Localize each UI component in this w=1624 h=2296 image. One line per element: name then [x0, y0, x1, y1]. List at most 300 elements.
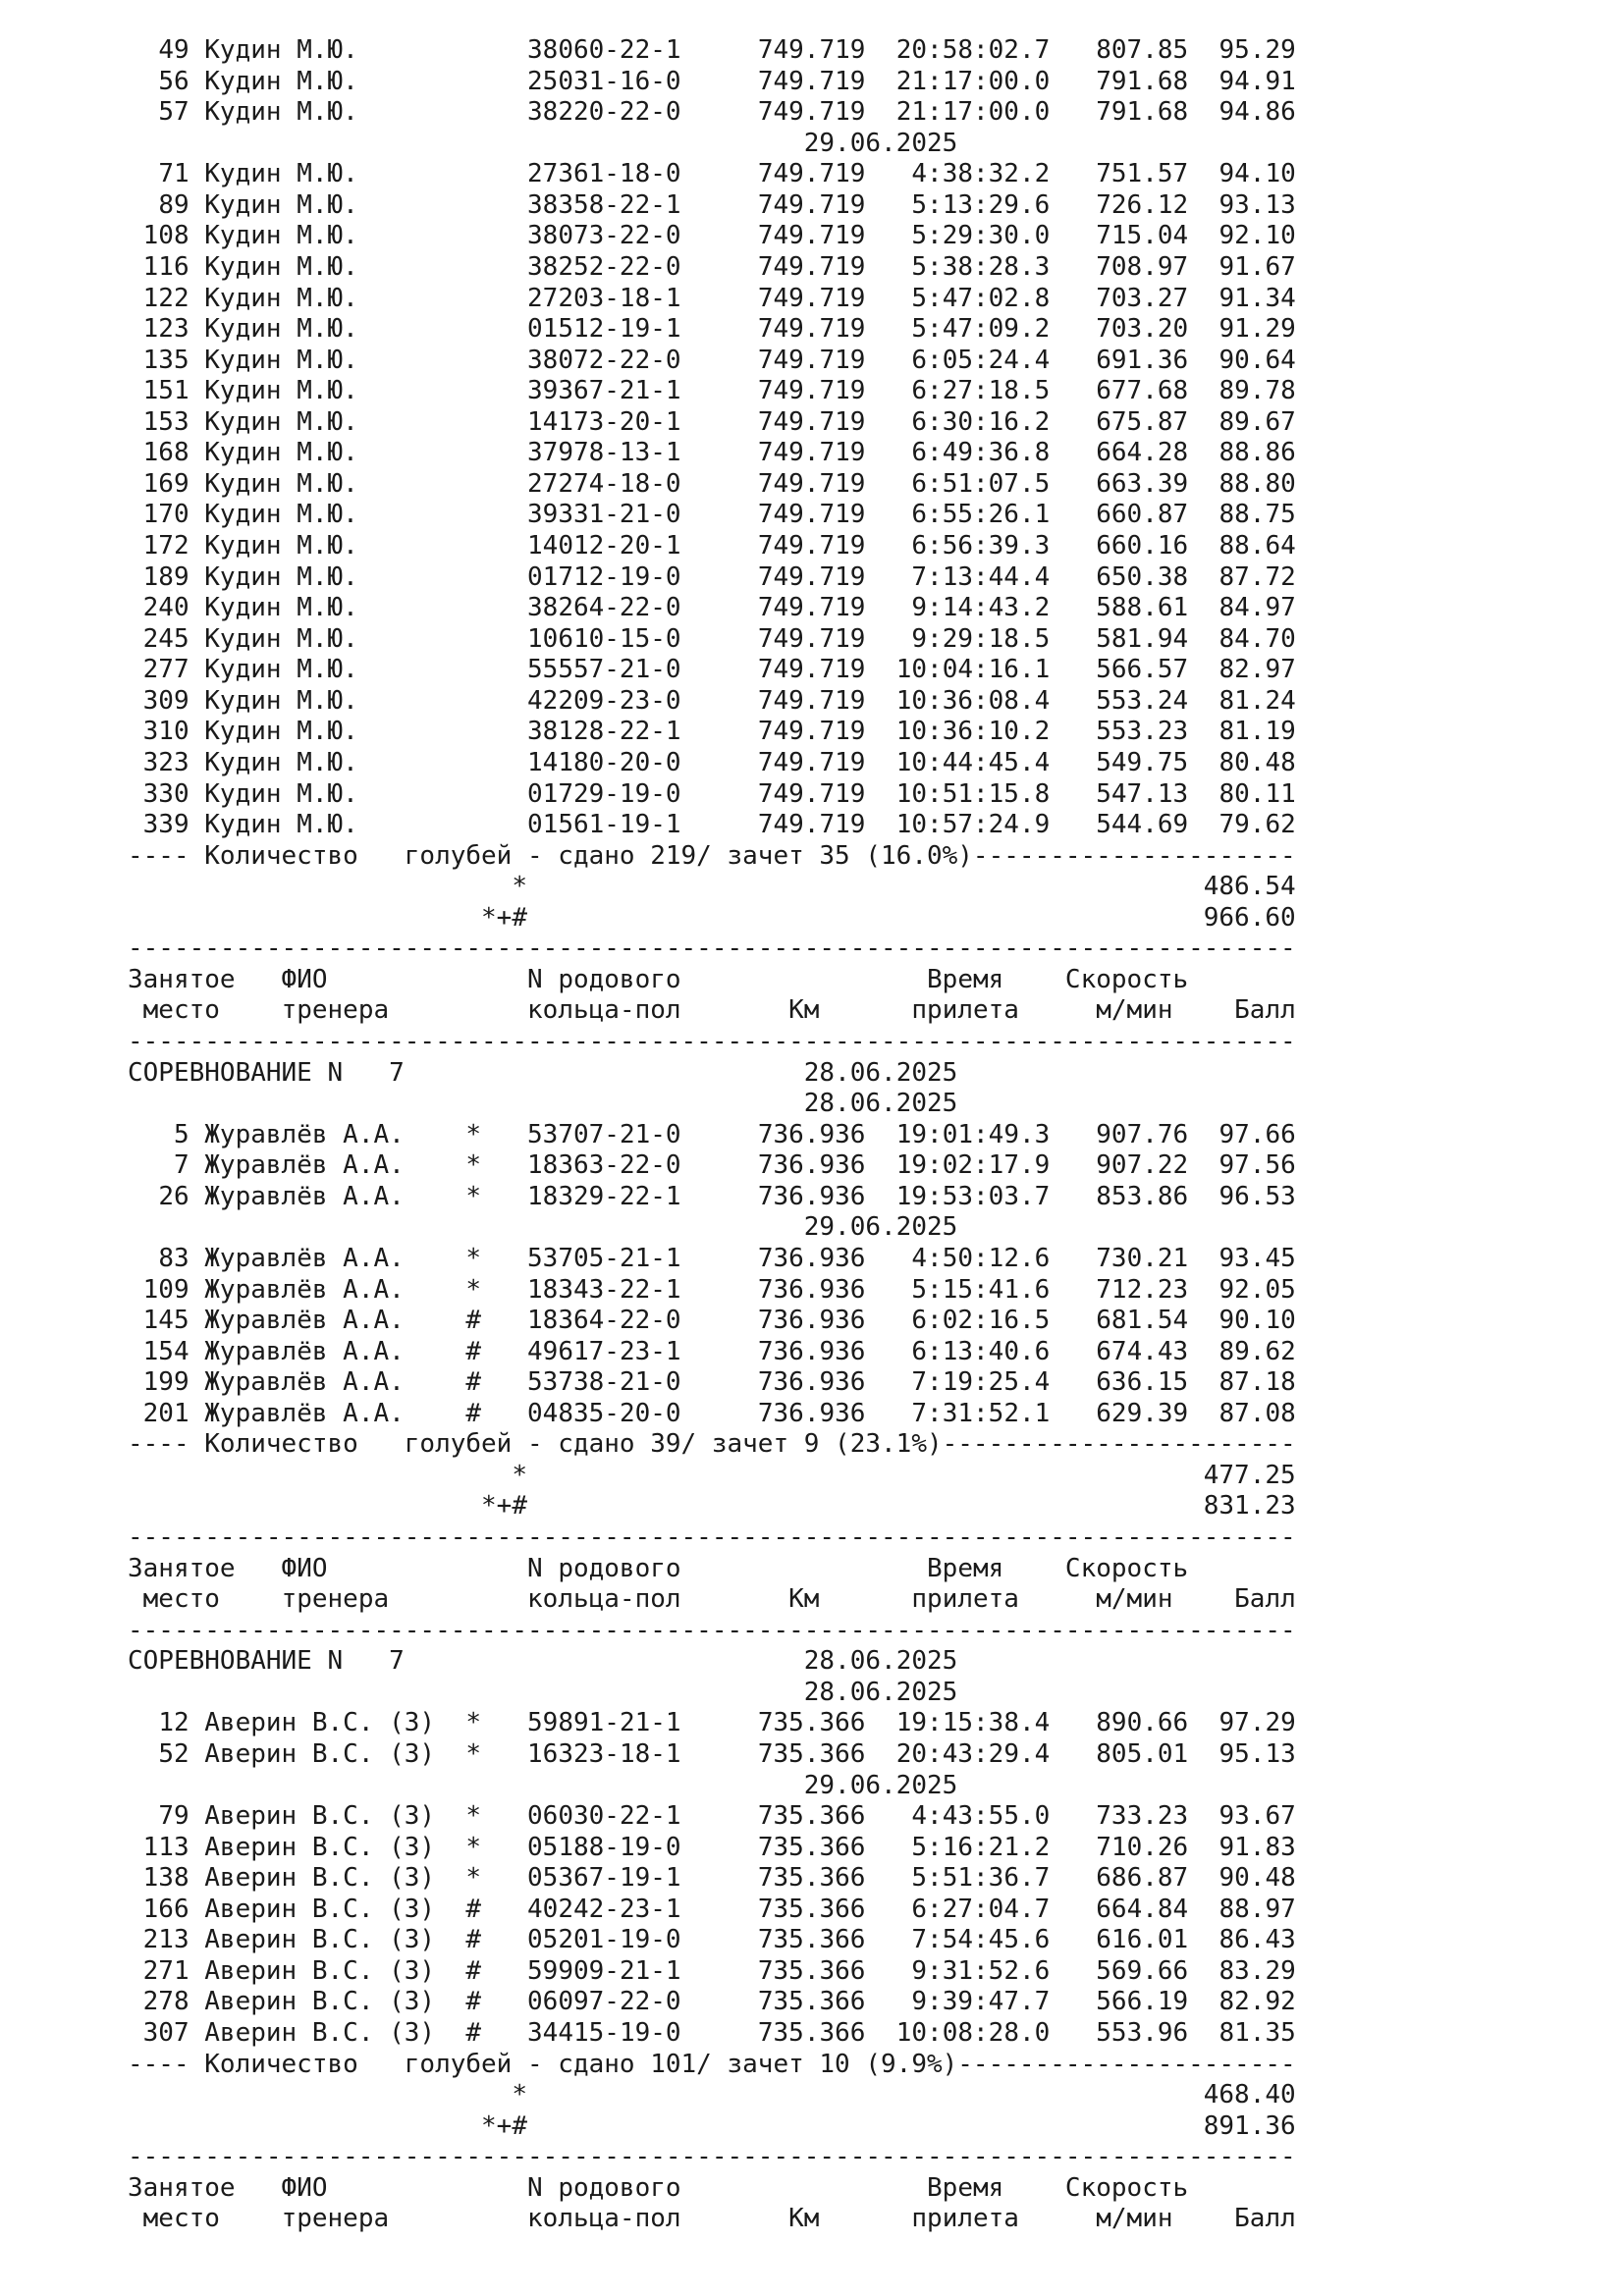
place-cell: 7: [173, 1150, 189, 1181]
place-cell: 199: [142, 1367, 189, 1398]
time-cell: 19:01:49.3: [895, 1119, 1051, 1149]
ring-cell: 18329-22-1: [527, 1181, 681, 1211]
date-line: [128, 1771, 1296, 1802]
time-cell: 10:08:28.0: [895, 2018, 1051, 2048]
header-score: Балл: [1234, 995, 1296, 1026]
time-cell: 6:27:04.7: [911, 1894, 1051, 1924]
result-row: [128, 1275, 1296, 1307]
summary-line: [128, 2050, 1296, 2081]
trainer-cell: Кудин М.Ю.: [204, 810, 358, 840]
score-cell: 97.56: [1218, 1150, 1296, 1181]
header-km: Км: [788, 995, 820, 1026]
totals-value: 891.36: [1203, 2110, 1296, 2141]
score-cell: 82.97: [1218, 655, 1296, 685]
header-time: Время: [927, 964, 1004, 994]
ring-cell: 18363-22-0: [527, 1150, 681, 1181]
result-row: [128, 97, 1296, 129]
header-time: прилета: [911, 995, 1019, 1026]
time-cell: 10:51:15.8: [895, 778, 1051, 809]
result-row: [128, 221, 1296, 252]
time-cell: 6:56:39.3: [911, 531, 1051, 561]
speed-cell: 805.01: [1096, 1738, 1189, 1769]
ring-cell: 01712-19-0: [527, 561, 681, 592]
competition-label: СОРЕВНОВАНИЕ N: [128, 1057, 344, 1088]
speed-cell: 636.15: [1096, 1367, 1189, 1398]
distance-cell: 749.719: [757, 685, 866, 716]
speed-cell: 664.84: [1096, 1894, 1189, 1924]
score-cell: 96.53: [1218, 1181, 1296, 1211]
time-cell: 5:51:36.7: [911, 1863, 1051, 1894]
speed-cell: 710.26: [1096, 1832, 1189, 1862]
time-cell: 6:51:07.5: [911, 468, 1051, 499]
competition-line: [128, 1058, 1296, 1090]
separator-dashes: ----------------------------------------------------------------------------: [128, 1615, 1296, 1645]
score-cell: 90.48: [1218, 1863, 1296, 1894]
time-cell: 5:13:29.6: [911, 189, 1051, 220]
time-cell: 19:02:17.9: [895, 1150, 1051, 1181]
trainer-cell: Журавлёв А.А.: [204, 1243, 405, 1273]
header-time: Время: [927, 1553, 1004, 1583]
place-cell: 79: [158, 1801, 189, 1832]
totals-line: [128, 1461, 1296, 1492]
score-cell: 84.70: [1218, 623, 1296, 654]
speed-cell: 712.23: [1096, 1274, 1189, 1305]
speed-cell: 674.43: [1096, 1336, 1189, 1366]
totals-value: 831.23: [1203, 1491, 1296, 1522]
speed-cell: 708.97: [1096, 251, 1189, 282]
totals-value: 966.60: [1203, 902, 1296, 933]
ring-cell: 38358-22-1: [527, 189, 681, 220]
result-row: [128, 1337, 1296, 1368]
time-cell: 7:54:45.6: [911, 1925, 1051, 1955]
distance-cell: 749.719: [757, 561, 866, 592]
ring-cell: 01561-19-1: [527, 810, 681, 840]
race-results-document: [128, 35, 1296, 2235]
place-cell: 170: [142, 500, 189, 530]
speed-cell: 791.68: [1096, 97, 1189, 128]
place-cell: 310: [142, 717, 189, 747]
score-cell: 82.92: [1218, 1987, 1296, 2017]
trainer-cell: Кудин М.Ю.: [204, 531, 358, 561]
place-cell: 213: [142, 1925, 189, 1955]
separator-line: [128, 1522, 1296, 1554]
ring-cell: 27361-18-0: [527, 159, 681, 189]
ring-cell: 59909-21-1: [527, 1955, 681, 1986]
result-row: [128, 655, 1296, 686]
place-cell: 5: [173, 1119, 189, 1149]
header-km: Км: [788, 2204, 820, 2234]
separator-dashes: ----------------------------------------------------------------------------: [128, 1522, 1296, 1552]
marker-cell: #: [465, 2018, 482, 2048]
ring-cell: 53705-21-1: [527, 1243, 681, 1273]
ring-cell: 01512-19-1: [527, 314, 681, 345]
score-cell: 94.10: [1218, 159, 1296, 189]
distance-cell: 736.936: [757, 1398, 866, 1428]
distance-cell: 749.719: [757, 406, 866, 437]
result-row: [128, 1801, 1296, 1833]
ring-cell: 05201-19-0: [527, 1925, 681, 1955]
trainer-cell: Кудин М.Ю.: [204, 500, 358, 530]
distance-cell: 749.719: [757, 531, 866, 561]
time-cell: 10:57:24.9: [895, 810, 1051, 840]
ring-cell: 38073-22-0: [527, 221, 681, 251]
trainer-cell: Кудин М.Ю.: [204, 345, 358, 375]
score-cell: 95.29: [1218, 35, 1296, 65]
distance-cell: 749.719: [757, 468, 866, 499]
date-line: [128, 1089, 1296, 1120]
time-cell: 5:15:41.6: [911, 1274, 1051, 1305]
score-cell: 88.64: [1218, 531, 1296, 561]
place-cell: 145: [142, 1306, 189, 1336]
header-score: Балл: [1234, 1584, 1296, 1615]
totals-line: [128, 872, 1296, 903]
distance-cell: 735.366: [757, 1738, 866, 1769]
ring-cell: 55557-21-0: [527, 655, 681, 685]
competition-date: 28.06.2025: [803, 1057, 958, 1088]
time-cell: 6:30:16.2: [911, 406, 1051, 437]
totals-line: [128, 2080, 1296, 2111]
date-line: [128, 1678, 1296, 1709]
place-cell: 71: [158, 159, 189, 189]
date-line: [128, 129, 1296, 160]
trainer-cell: Журавлёв А.А.: [204, 1367, 405, 1398]
competition-number: 7: [389, 1057, 405, 1088]
ring-cell: 38252-22-0: [527, 251, 681, 282]
totals-value: 477.25: [1203, 1460, 1296, 1490]
place-cell: 26: [158, 1181, 189, 1211]
result-row: [128, 1150, 1296, 1182]
trainer-cell: Аверин В.С. (З): [204, 1955, 436, 1986]
score-cell: 91.34: [1218, 283, 1296, 313]
totals-line: [128, 903, 1296, 934]
result-row: [128, 407, 1296, 439]
time-cell: 6:49:36.8: [911, 438, 1051, 468]
totals-marker: *+#: [481, 1491, 527, 1522]
marker-cell: #: [465, 1306, 482, 1336]
header-trainer: тренера: [281, 1584, 390, 1615]
marker-cell: *: [465, 1832, 482, 1862]
time-cell: 5:47:09.2: [911, 314, 1051, 345]
place-cell: 12: [158, 1708, 189, 1738]
speed-cell: 675.87: [1096, 406, 1189, 437]
time-cell: 6:02:16.5: [911, 1306, 1051, 1336]
distance-cell: 735.366: [757, 1955, 866, 1986]
speed-cell: 553.23: [1096, 717, 1189, 747]
distance-cell: 736.936: [757, 1336, 866, 1366]
trainer-cell: Журавлёв А.А.: [204, 1274, 405, 1305]
time-cell: 7:13:44.4: [911, 561, 1051, 592]
ring-cell: 39331-21-0: [527, 500, 681, 530]
header-trainer: тренера: [281, 995, 390, 1026]
separator-line: [128, 934, 1296, 965]
summary-line: [128, 841, 1296, 873]
speed-cell: 650.38: [1096, 561, 1189, 592]
speed-cell: 703.20: [1096, 314, 1189, 345]
distance-cell: 736.936: [757, 1150, 866, 1181]
result-row: [128, 1895, 1296, 1926]
speed-cell: 681.54: [1096, 1306, 1189, 1336]
time-cell: 6:05:24.4: [911, 345, 1051, 375]
distance-cell: 736.936: [757, 1274, 866, 1305]
trainer-cell: Журавлёв А.А.: [204, 1150, 405, 1181]
ring-cell: 16323-18-1: [527, 1738, 681, 1769]
place-cell: 166: [142, 1894, 189, 1924]
ring-cell: 49617-23-1: [527, 1336, 681, 1366]
score-cell: 94.91: [1218, 66, 1296, 96]
marker-cell: *: [465, 1738, 482, 1769]
ring-cell: 38072-22-0: [527, 345, 681, 375]
column-header-line-1: [128, 2173, 1296, 2205]
summary-text: ---- Количество голубей - сдано 39/ зачет 9 (23.1%)-----------------------: [128, 1429, 1296, 1460]
score-cell: 87.18: [1218, 1367, 1296, 1398]
result-row: [128, 1182, 1296, 1213]
score-cell: 80.48: [1218, 747, 1296, 777]
speed-cell: 733.23: [1096, 1801, 1189, 1832]
totals-marker: *: [512, 872, 527, 902]
speed-cell: 549.75: [1096, 747, 1189, 777]
trainer-cell: Аверин В.С. (З): [204, 1863, 436, 1894]
distance-cell: 749.719: [757, 159, 866, 189]
speed-cell: 686.87: [1096, 1863, 1189, 1894]
score-cell: 79.62: [1218, 810, 1296, 840]
distance-cell: 736.936: [757, 1181, 866, 1211]
score-cell: 81.24: [1218, 685, 1296, 716]
time-cell: 19:15:38.4: [895, 1708, 1051, 1738]
header-time: прилета: [911, 2204, 1019, 2234]
time-cell: 5:47:02.8: [911, 283, 1051, 313]
marker-cell: #: [465, 1987, 482, 2017]
trainer-cell: Аверин В.С. (З): [204, 1738, 436, 1769]
marker-cell: *: [465, 1863, 482, 1894]
place-cell: 240: [142, 593, 189, 623]
marker-cell: *: [465, 1150, 482, 1181]
speed-cell: 566.19: [1096, 1987, 1189, 2017]
trainer-cell: Кудин М.Ю.: [204, 221, 358, 251]
ring-cell: 37978-13-1: [527, 438, 681, 468]
speed-cell: 663.39: [1096, 468, 1189, 499]
totals-marker: *+#: [481, 2110, 527, 2141]
place-cell: 154: [142, 1336, 189, 1366]
trainer-cell: Кудин М.Ю.: [204, 685, 358, 716]
score-cell: 89.78: [1218, 376, 1296, 406]
result-row: [128, 1956, 1296, 1988]
score-cell: 88.97: [1218, 1894, 1296, 1924]
competition-label: СОРЕВНОВАНИЕ N: [128, 1646, 344, 1677]
trainer-cell: Кудин М.Ю.: [204, 593, 358, 623]
speed-cell: 730.21: [1096, 1243, 1189, 1273]
result-row: [128, 2018, 1296, 2050]
result-row: [128, 1399, 1296, 1430]
totals-value: 468.40: [1203, 2080, 1296, 2110]
ring-cell: 18343-22-1: [527, 1274, 681, 1305]
ring-cell: 38128-22-1: [527, 717, 681, 747]
marker-cell: *: [465, 1801, 482, 1832]
time-cell: 10:04:16.1: [895, 655, 1051, 685]
ring-cell: 06030-22-1: [527, 1801, 681, 1832]
ring-cell: 42209-23-0: [527, 685, 681, 716]
place-cell: 83: [158, 1243, 189, 1273]
score-cell: 94.86: [1218, 97, 1296, 128]
competition-date: 28.06.2025: [803, 1646, 958, 1677]
result-row: [128, 748, 1296, 779]
result-row: [128, 159, 1296, 190]
speed-cell: 751.57: [1096, 159, 1189, 189]
result-row: [128, 469, 1296, 501]
result-row: [128, 1244, 1296, 1275]
trainer-cell: Кудин М.Ю.: [204, 655, 358, 685]
speed-cell: 664.28: [1096, 438, 1189, 468]
totals-marker: *: [512, 1460, 527, 1490]
speed-cell: 677.68: [1096, 376, 1189, 406]
separator-line: [128, 1027, 1296, 1058]
ring-cell: 39367-21-1: [527, 376, 681, 406]
distance-cell: 735.366: [757, 1987, 866, 2017]
result-row: [128, 438, 1296, 469]
result-row: [128, 1306, 1296, 1337]
marker-cell: #: [465, 1925, 482, 1955]
distance-cell: 749.719: [757, 251, 866, 282]
marker-cell: *: [465, 1119, 482, 1149]
ring-cell: 06097-22-0: [527, 1987, 681, 2017]
marker-cell: *: [465, 1274, 482, 1305]
place-cell: 57: [158, 97, 189, 128]
place-cell: 278: [142, 1987, 189, 2017]
trainer-cell: Аверин В.С. (З): [204, 1894, 436, 1924]
distance-cell: 735.366: [757, 1894, 866, 1924]
header-trainer: ФИО: [281, 2172, 328, 2203]
marker-cell: #: [465, 1955, 482, 1986]
header-place: Занятое: [128, 2172, 236, 2203]
date-text: 29.06.2025: [803, 1770, 958, 1800]
result-row: [128, 376, 1296, 407]
time-cell: 5:29:30.0: [911, 221, 1051, 251]
distance-cell: 749.719: [757, 97, 866, 128]
ring-cell: 38264-22-0: [527, 593, 681, 623]
place-cell: 339: [142, 810, 189, 840]
time-cell: 9:39:47.7: [911, 1987, 1051, 2017]
ring-cell: 59891-21-1: [527, 1708, 681, 1738]
summary-line: [128, 1429, 1296, 1461]
time-cell: 9:31:52.6: [911, 1955, 1051, 1986]
distance-cell: 749.719: [757, 438, 866, 468]
trainer-cell: Кудин М.Ю.: [204, 314, 358, 345]
score-cell: 84.97: [1218, 593, 1296, 623]
distance-cell: 736.936: [757, 1306, 866, 1336]
marker-cell: *: [465, 1708, 482, 1738]
time-cell: 4:50:12.6: [911, 1243, 1051, 1273]
score-cell: 97.29: [1218, 1708, 1296, 1738]
distance-cell: 749.719: [757, 376, 866, 406]
trainer-cell: Кудин М.Ю.: [204, 406, 358, 437]
score-cell: 81.19: [1218, 717, 1296, 747]
ring-cell: 05188-19-0: [527, 1832, 681, 1862]
ring-cell: 14173-20-1: [527, 406, 681, 437]
date-line: [128, 1212, 1296, 1244]
score-cell: 90.64: [1218, 345, 1296, 375]
trainer-cell: Кудин М.Ю.: [204, 283, 358, 313]
header-place: Занятое: [128, 1553, 236, 1583]
score-cell: 90.10: [1218, 1306, 1296, 1336]
competition-line: [128, 1646, 1296, 1678]
distance-cell: 749.719: [757, 345, 866, 375]
time-cell: 10:36:10.2: [895, 717, 1051, 747]
ring-cell: 53738-21-0: [527, 1367, 681, 1398]
date-text: 28.06.2025: [803, 1089, 958, 1119]
trainer-cell: Кудин М.Ю.: [204, 97, 358, 128]
summary-text: ---- Количество голубей - сдано 219/ зачет 35 (16.0%)---------------------: [128, 840, 1296, 871]
distance-cell: 749.719: [757, 500, 866, 530]
score-cell: 97.66: [1218, 1119, 1296, 1149]
ring-cell: 25031-16-0: [527, 66, 681, 96]
trainer-cell: Аверин В.С. (З): [204, 2018, 436, 2048]
place-cell: 135: [142, 345, 189, 375]
result-row: [128, 1708, 1296, 1739]
speed-cell: 791.68: [1096, 66, 1189, 96]
result-row: [128, 284, 1296, 315]
score-cell: 81.35: [1218, 2018, 1296, 2048]
place-cell: 172: [142, 531, 189, 561]
result-row: [128, 1367, 1296, 1399]
time-cell: 19:53:03.7: [895, 1181, 1051, 1211]
time-cell: 5:16:21.2: [911, 1832, 1051, 1862]
result-row: [128, 1739, 1296, 1771]
ring-cell: 10610-15-0: [527, 623, 681, 654]
trainer-cell: Журавлёв А.А.: [204, 1181, 405, 1211]
place-cell: 277: [142, 655, 189, 685]
score-cell: 87.72: [1218, 561, 1296, 592]
competition-number: 7: [389, 1646, 405, 1677]
header-trainer: ФИО: [281, 964, 328, 994]
place-cell: 168: [142, 438, 189, 468]
speed-cell: 547.13: [1096, 778, 1189, 809]
speed-cell: 588.61: [1096, 593, 1189, 623]
header-trainer: тренера: [281, 2204, 390, 2234]
distance-cell: 749.719: [757, 283, 866, 313]
speed-cell: 726.12: [1096, 189, 1189, 220]
speed-cell: 890.66: [1096, 1708, 1189, 1738]
column-header-line-1: [128, 965, 1296, 996]
score-cell: 93.67: [1218, 1801, 1296, 1832]
header-speed: м/мин: [1096, 2204, 1173, 2234]
ring-cell: 14180-20-0: [527, 747, 681, 777]
distance-cell: 736.936: [757, 1119, 866, 1149]
speed-cell: 553.24: [1096, 685, 1189, 716]
speed-cell: 629.39: [1096, 1398, 1189, 1428]
score-cell: 92.05: [1218, 1274, 1296, 1305]
separator-dashes: ----------------------------------------------------------------------------: [128, 1027, 1296, 1056]
speed-cell: 581.94: [1096, 623, 1189, 654]
place-cell: 138: [142, 1863, 189, 1894]
header-ring: N родового: [527, 2172, 681, 2203]
speed-cell: 566.57: [1096, 655, 1189, 685]
result-row: [128, 779, 1296, 811]
place-cell: 309: [142, 685, 189, 716]
header-place: Занятое: [128, 964, 236, 994]
ring-cell: 04835-20-0: [527, 1398, 681, 1428]
header-place: место: [142, 1584, 220, 1615]
speed-cell: 853.86: [1096, 1181, 1189, 1211]
trainer-cell: Кудин М.Ю.: [204, 189, 358, 220]
result-row: [128, 1120, 1296, 1151]
trainer-cell: Кудин М.Ю.: [204, 438, 358, 468]
result-row: [128, 810, 1296, 841]
score-cell: 92.10: [1218, 221, 1296, 251]
distance-cell: 749.719: [757, 655, 866, 685]
ring-cell: 05367-19-1: [527, 1863, 681, 1894]
time-cell: 7:31:52.1: [911, 1398, 1051, 1428]
score-cell: 93.13: [1218, 189, 1296, 220]
header-speed: Скорость: [1064, 964, 1189, 994]
